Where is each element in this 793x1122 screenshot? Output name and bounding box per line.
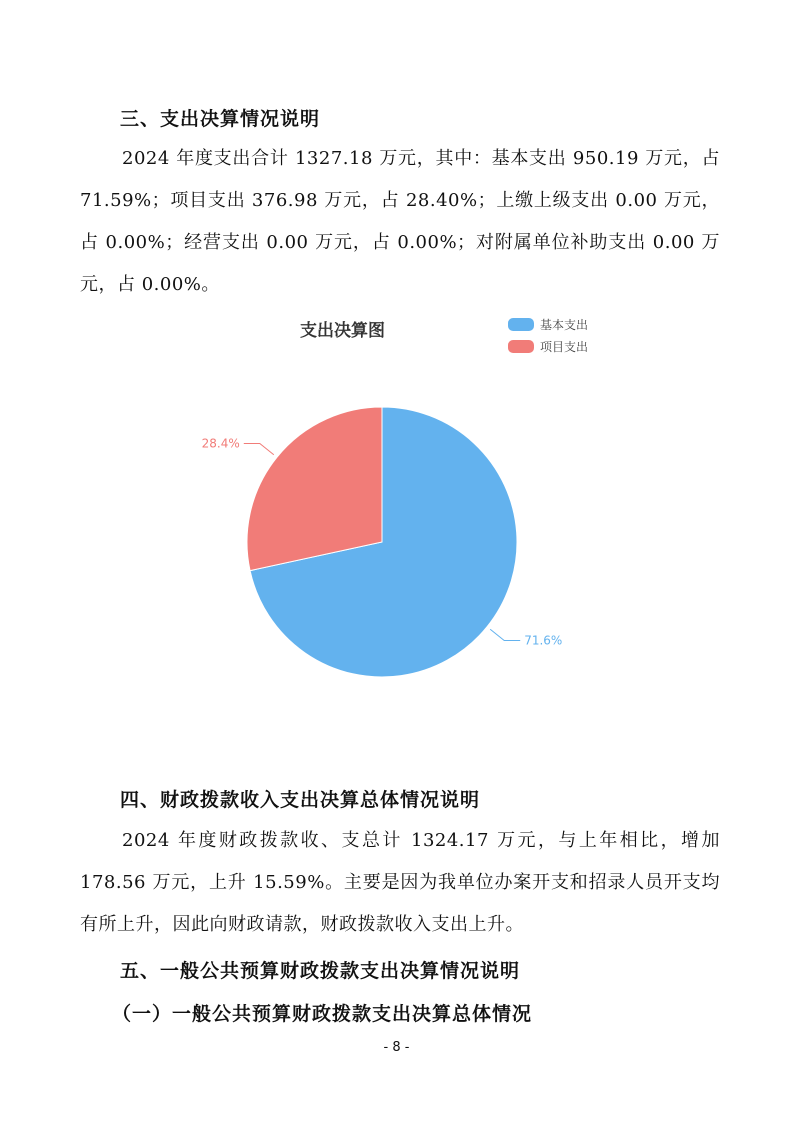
section5-subheading: （一）一般公共预算财政拨款支出决算总体情况 [112,1003,533,1025]
chart-title: 支出决算图 [300,321,385,341]
pie-leader-line [244,443,274,454]
section4-heading: 四、财政拨款收入支出决算总体情况说明 [120,789,481,811]
pie-slices [247,407,517,677]
pie-leader-line [490,629,520,640]
expenditure-pie-chart [190,312,610,692]
chart-legend [508,317,588,354]
pie-slice [247,407,382,571]
legend-swatch [508,340,534,353]
section5-heading: 五、一般公共预算财政拨款支出决算情况说明 [120,960,521,982]
pie-data-label: 28.4% [201,436,240,451]
section3-heading: 三、支出决算情况说明 [120,108,321,130]
section3-paragraph [80,138,720,306]
section4-paragraph [80,820,720,946]
section3-body: 2024 年度支出合计 1327.18 万元，其中：基本支出 950.19 万元，占 71.59%；项目支出 376.98 万元，占 28.40%；上缴上级支出 0.00 万元，占 0.00%；经营支出 0.00 万元，占 0.00%；对附属单位补助支出 0.00 万元，占 0.00%。 [80,148,720,295]
section4-body: 2024 年度财政拨款收、支总计 1324.17 万元，与上年相比，增加 178.56 万元，上升 15.59%。主要是因为我单位办案开支和招录人员开支均有所上升，因此向财政请款，财政拨款收入支出上升。 [80,830,720,935]
legend-label: 基本支出 [540,318,589,332]
pie-data-label: 71.6% [524,633,563,648]
legend-swatch [508,318,534,331]
legend-label: 项目支出 [540,340,589,354]
page-number: - 8 - [383,1040,410,1055]
